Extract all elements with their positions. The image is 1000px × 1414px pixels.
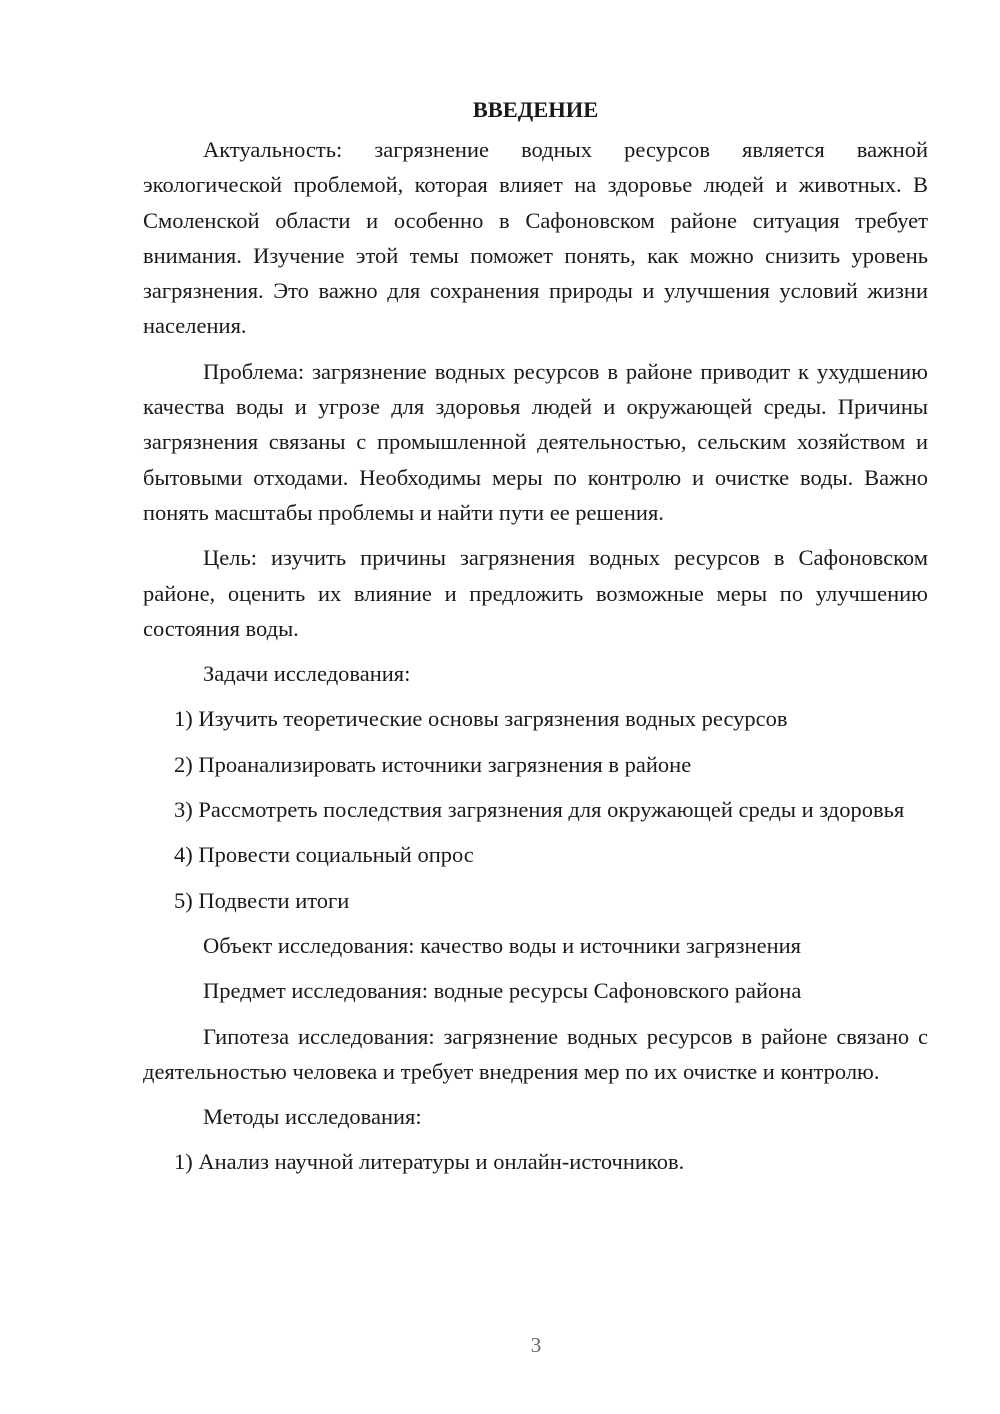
relevance-paragraph: Актуальность: загрязнение водных ресурсов является важной экологической проблемой, которая влияет на здоровье людей и животных. В Смоленской области и особенно в Сафоновском районе ситуация требует внимания. Изучение этой темы поможет понять, как можно снизить уровень загрязнения. Это важно для сохранения природы и улучшения условий жизни населения. xyxy=(143,137,928,339)
task-item: 4) Провести социальный опрос xyxy=(174,842,474,868)
methods-heading: Методы исследования: xyxy=(203,1104,422,1130)
task-item: 2) Проанализировать источники загрязнения в районе xyxy=(174,751,692,777)
task-item: 1) Изучить теоретические основы загрязнения водных ресурсов xyxy=(174,706,788,732)
hypothesis-paragraph: Гипотеза исследования: загрязнение водных ресурсов в районе связано с деятельностью человека и требует внедрения мер по их очистке и контролю. xyxy=(143,1023,928,1084)
goal-paragraph: Цель: изучить причины загрязнения водных ресурсов в Сафоновском районе, оценить их влияние и предложить возможные меры по улучшению состояния воды. xyxy=(143,545,928,641)
task-item: 5) Подвести итоги xyxy=(174,887,350,913)
tasks-heading: Задачи исследования: xyxy=(203,661,411,687)
section-title: ВВЕДЕНИЕ xyxy=(472,97,599,122)
document-page xyxy=(143,92,928,1190)
object-paragraph: Объект исследования: качество воды и источники загрязнения xyxy=(203,932,802,958)
method-item: 1) Анализ научной литературы и онлайн-источников. xyxy=(174,1149,685,1175)
problem-paragraph: Проблема: загрязнение водных ресурсов в районе приводит к ухудшению качества воды и угрозе для здоровья людей и окружающей среды. Причины загрязнения связаны с промышленной деятельностью, сельским хозяйством и бытовыми отходами. Необходимы меры по контролю и очистке воды. Важно понять масштабы проблемы и найти пути ее решения. xyxy=(143,358,928,525)
subject-paragraph: Предмет исследования: водные ресурсы Сафоновского района xyxy=(203,978,802,1004)
page-number: 3 xyxy=(530,1333,542,1357)
task-item: 3) Рассмотреть последствия загрязнения для окружающей среды и здоровья xyxy=(174,797,905,823)
